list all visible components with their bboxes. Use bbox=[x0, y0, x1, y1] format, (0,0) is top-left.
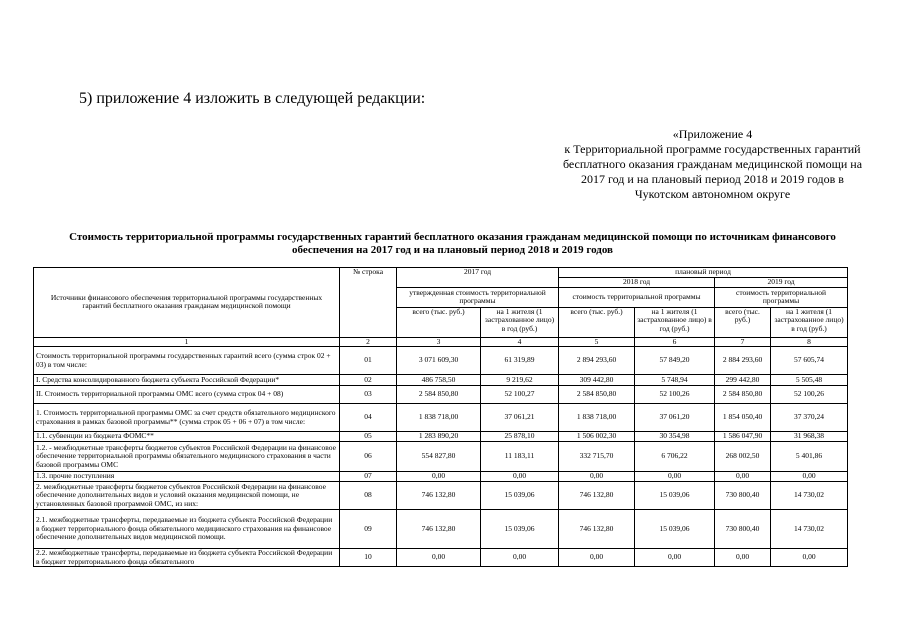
row-label: 1. Стоимость территориальной программы ОМС за счет средств обязательного медицинского страхования в рамках базовой программы** (сумма строк 05 + 06 + 07) в том числе: bbox=[34, 404, 340, 432]
row-value: 0,00 bbox=[397, 472, 481, 482]
header-total-2017: всего (тыс. руб.) bbox=[397, 307, 481, 337]
intro-text: 5) приложение 4 изложить в следующей редакции: bbox=[79, 90, 426, 107]
table-title bbox=[20, 231, 885, 257]
row-value: 52 100,27 bbox=[481, 386, 559, 404]
row-value: 3 071 609,30 bbox=[397, 347, 481, 375]
row-value: 746 132,80 bbox=[559, 482, 635, 510]
row-value: 52 100,26 bbox=[635, 386, 715, 404]
table-title-line: обеспечения на 2017 год и на плановый период 2018 и 2019 годов bbox=[292, 244, 613, 256]
row-label: 1.3. прочие поступления bbox=[34, 472, 340, 482]
row-value: 554 827,80 bbox=[397, 442, 481, 472]
row-value: 2 584 850,80 bbox=[397, 386, 481, 404]
table-row bbox=[34, 510, 848, 549]
row-value: 5 505,48 bbox=[771, 375, 848, 386]
header-per-capita-2017: на 1 жителя (1 застрахованное лицо) в год (руб.) bbox=[481, 307, 559, 337]
row-value: 309 442,80 bbox=[559, 375, 635, 386]
row-value: 1 854 050,40 bbox=[715, 404, 771, 432]
header-cost-2018: стоимость территориальной программы bbox=[559, 287, 715, 307]
row-value: 25 878,10 bbox=[481, 432, 559, 442]
financing-table bbox=[33, 267, 848, 567]
row-number: 10 bbox=[340, 549, 397, 567]
row-value: 0,00 bbox=[771, 549, 848, 567]
header-row-number: № строка bbox=[340, 268, 397, 338]
column-number: 6 bbox=[635, 337, 715, 347]
row-value: 61 319,89 bbox=[481, 347, 559, 375]
row-number: 09 bbox=[340, 510, 397, 549]
appendix-line: к Территориальной программе государственных гарантий bbox=[564, 142, 861, 156]
header-approved-cost: утвержденная стоимость территориальной программы bbox=[397, 287, 559, 307]
appendix-line: 2017 год и на плановый период 2018 и 2019 годов в bbox=[581, 172, 844, 186]
header-year-2018: 2018 год bbox=[559, 278, 715, 288]
row-value: 746 132,80 bbox=[559, 510, 635, 549]
header-year-2019: 2019 год bbox=[715, 278, 848, 288]
row-value: 2 584 850,80 bbox=[559, 386, 635, 404]
row-value: 746 132,80 bbox=[397, 482, 481, 510]
appendix-header bbox=[530, 127, 895, 202]
row-label: 1.2. - межбюджетные трансферты бюджетов субъектов Российской Федерации на финансовое обеспечение территориальной программы обязательного медицинского страхования в части базовой программы ОМС bbox=[34, 442, 340, 472]
row-value: 37 061,21 bbox=[481, 404, 559, 432]
appendix-line: бесплатного оказания гражданам медицинской помощи на bbox=[562, 157, 863, 171]
row-value: 5 401,86 bbox=[771, 442, 848, 472]
column-number: 1 bbox=[34, 337, 340, 347]
row-label: Стоимость территориальной программы государственных гарантий всего (сумма строк 02 + 03) в том числе: bbox=[34, 347, 340, 375]
row-label: 2. межбюджетные трансферты бюджетов субъектов Российской Федерации на финансовое обеспечение дополнительных видов и условий оказания медицинской помощи, не установленных базовой программой ОМС, из них: bbox=[34, 482, 340, 510]
header-year-2017: 2017 год bbox=[397, 268, 559, 288]
column-number: 5 bbox=[559, 337, 635, 347]
table-row bbox=[34, 432, 848, 442]
row-value: 1 838 718,00 bbox=[559, 404, 635, 432]
row-number: 03 bbox=[340, 386, 397, 404]
row-number: 01 bbox=[340, 347, 397, 375]
row-label: I. Средства консолидированного бюджета субъекта Российской Федерации* bbox=[34, 375, 340, 386]
row-value: 2 884 293,60 bbox=[715, 347, 771, 375]
column-number: 3 bbox=[397, 337, 481, 347]
header-total-2019: всего (тыс. руб.) bbox=[715, 307, 771, 337]
row-value: 332 715,70 bbox=[559, 442, 635, 472]
row-number: 06 bbox=[340, 442, 397, 472]
row-value: 14 730,02 bbox=[771, 510, 848, 549]
row-value: 1 586 047,90 bbox=[715, 432, 771, 442]
row-value: 52 100,26 bbox=[771, 386, 848, 404]
row-value: 1 283 890,20 bbox=[397, 432, 481, 442]
column-number: 2 bbox=[340, 337, 397, 347]
table-row bbox=[34, 472, 848, 482]
row-value: 1 506 002,30 bbox=[559, 432, 635, 442]
column-number: 7 bbox=[715, 337, 771, 347]
row-value: 746 132,80 bbox=[397, 510, 481, 549]
row-number: 05 bbox=[340, 432, 397, 442]
row-number: 02 bbox=[340, 375, 397, 386]
row-value: 268 002,50 bbox=[715, 442, 771, 472]
row-value: 57 605,74 bbox=[771, 347, 848, 375]
row-value: 299 442,80 bbox=[715, 375, 771, 386]
header-cost-2019: стоимость территориальной программы bbox=[715, 287, 848, 307]
row-value: 0,00 bbox=[715, 472, 771, 482]
appendix-line: Чукотском автономном округе bbox=[634, 187, 791, 201]
table-row bbox=[34, 404, 848, 432]
row-value: 0,00 bbox=[635, 472, 715, 482]
row-value: 486 758,50 bbox=[397, 375, 481, 386]
row-value: 0,00 bbox=[397, 549, 481, 567]
row-value: 14 730,02 bbox=[771, 482, 848, 510]
header-per-capita-2019: на 1 жителя (1 застрахованное лицо) в год (руб.) bbox=[771, 307, 848, 337]
table-row bbox=[34, 482, 848, 510]
row-label: II. Стоимость территориальной программы ОМС всего (сумма строк 04 + 08) bbox=[34, 386, 340, 404]
appendix-line: «Приложение 4 bbox=[672, 127, 753, 141]
column-number: 8 bbox=[771, 337, 848, 347]
row-value: 11 183,11 bbox=[481, 442, 559, 472]
row-value: 15 039,06 bbox=[481, 510, 559, 549]
row-value: 0,00 bbox=[481, 472, 559, 482]
row-number: 04 bbox=[340, 404, 397, 432]
row-value: 2 894 293,60 bbox=[559, 347, 635, 375]
row-value: 37 061,20 bbox=[635, 404, 715, 432]
table-row bbox=[34, 347, 848, 375]
row-value: 30 354,98 bbox=[635, 432, 715, 442]
row-label: 2.1. межбюджетные трансферты, передаваемые из бюджета субъекта Российской Федерации в бюджет территориального фонда обязательного медицинского страхования на финансовое обеспечение дополнительных видов медицинской помощи. bbox=[34, 510, 340, 549]
row-number: 07 bbox=[340, 472, 397, 482]
row-value: 15 039,06 bbox=[635, 482, 715, 510]
table-row bbox=[34, 386, 848, 404]
row-value: 15 039,06 bbox=[635, 510, 715, 549]
row-value: 15 039,06 bbox=[481, 482, 559, 510]
row-value: 0,00 bbox=[771, 472, 848, 482]
row-value: 31 968,38 bbox=[771, 432, 848, 442]
table-row bbox=[34, 442, 848, 472]
table-row bbox=[34, 549, 848, 567]
table-row bbox=[34, 375, 848, 386]
header-planned-period: плановый период bbox=[559, 268, 848, 278]
row-value: 0,00 bbox=[481, 549, 559, 567]
row-label: 2.2. межбюджетные трансферты, передаваемые из бюджета субъекта Российской Федерации в бюджет территориального фонда обязательного bbox=[34, 549, 340, 567]
column-number: 4 bbox=[481, 337, 559, 347]
row-value: 37 370,24 bbox=[771, 404, 848, 432]
header-per-capita-2018: на 1 жителя (1 застрахованное лицо) в год (руб.) bbox=[635, 307, 715, 337]
row-value: 0,00 bbox=[715, 549, 771, 567]
header-total-2018: всего (тыс. руб.) bbox=[559, 307, 635, 337]
table-title-line: Стоимость территориальной программы государственных гарантий бесплатного оказания гражданам медицинской помощи по источникам финансового bbox=[69, 231, 836, 243]
row-value: 5 748,94 bbox=[635, 375, 715, 386]
row-value: 2 584 850,80 bbox=[715, 386, 771, 404]
row-value: 0,00 bbox=[559, 549, 635, 567]
row-value: 730 800,40 bbox=[715, 510, 771, 549]
row-value: 9 219,62 bbox=[481, 375, 559, 386]
row-value: 0,00 bbox=[635, 549, 715, 567]
row-value: 6 706,22 bbox=[635, 442, 715, 472]
row-label: 1.1. субвенции из бюджета ФОМС** bbox=[34, 432, 340, 442]
header-source: Источники финансового обеспечения территориальной программы государственных гарантий бесплатного оказания гражданам медицинской помощи bbox=[34, 268, 340, 338]
row-value: 1 838 718,00 bbox=[397, 404, 481, 432]
row-number: 08 bbox=[340, 482, 397, 510]
row-value: 57 849,20 bbox=[635, 347, 715, 375]
row-value: 730 800,40 bbox=[715, 482, 771, 510]
row-value: 0,00 bbox=[559, 472, 635, 482]
